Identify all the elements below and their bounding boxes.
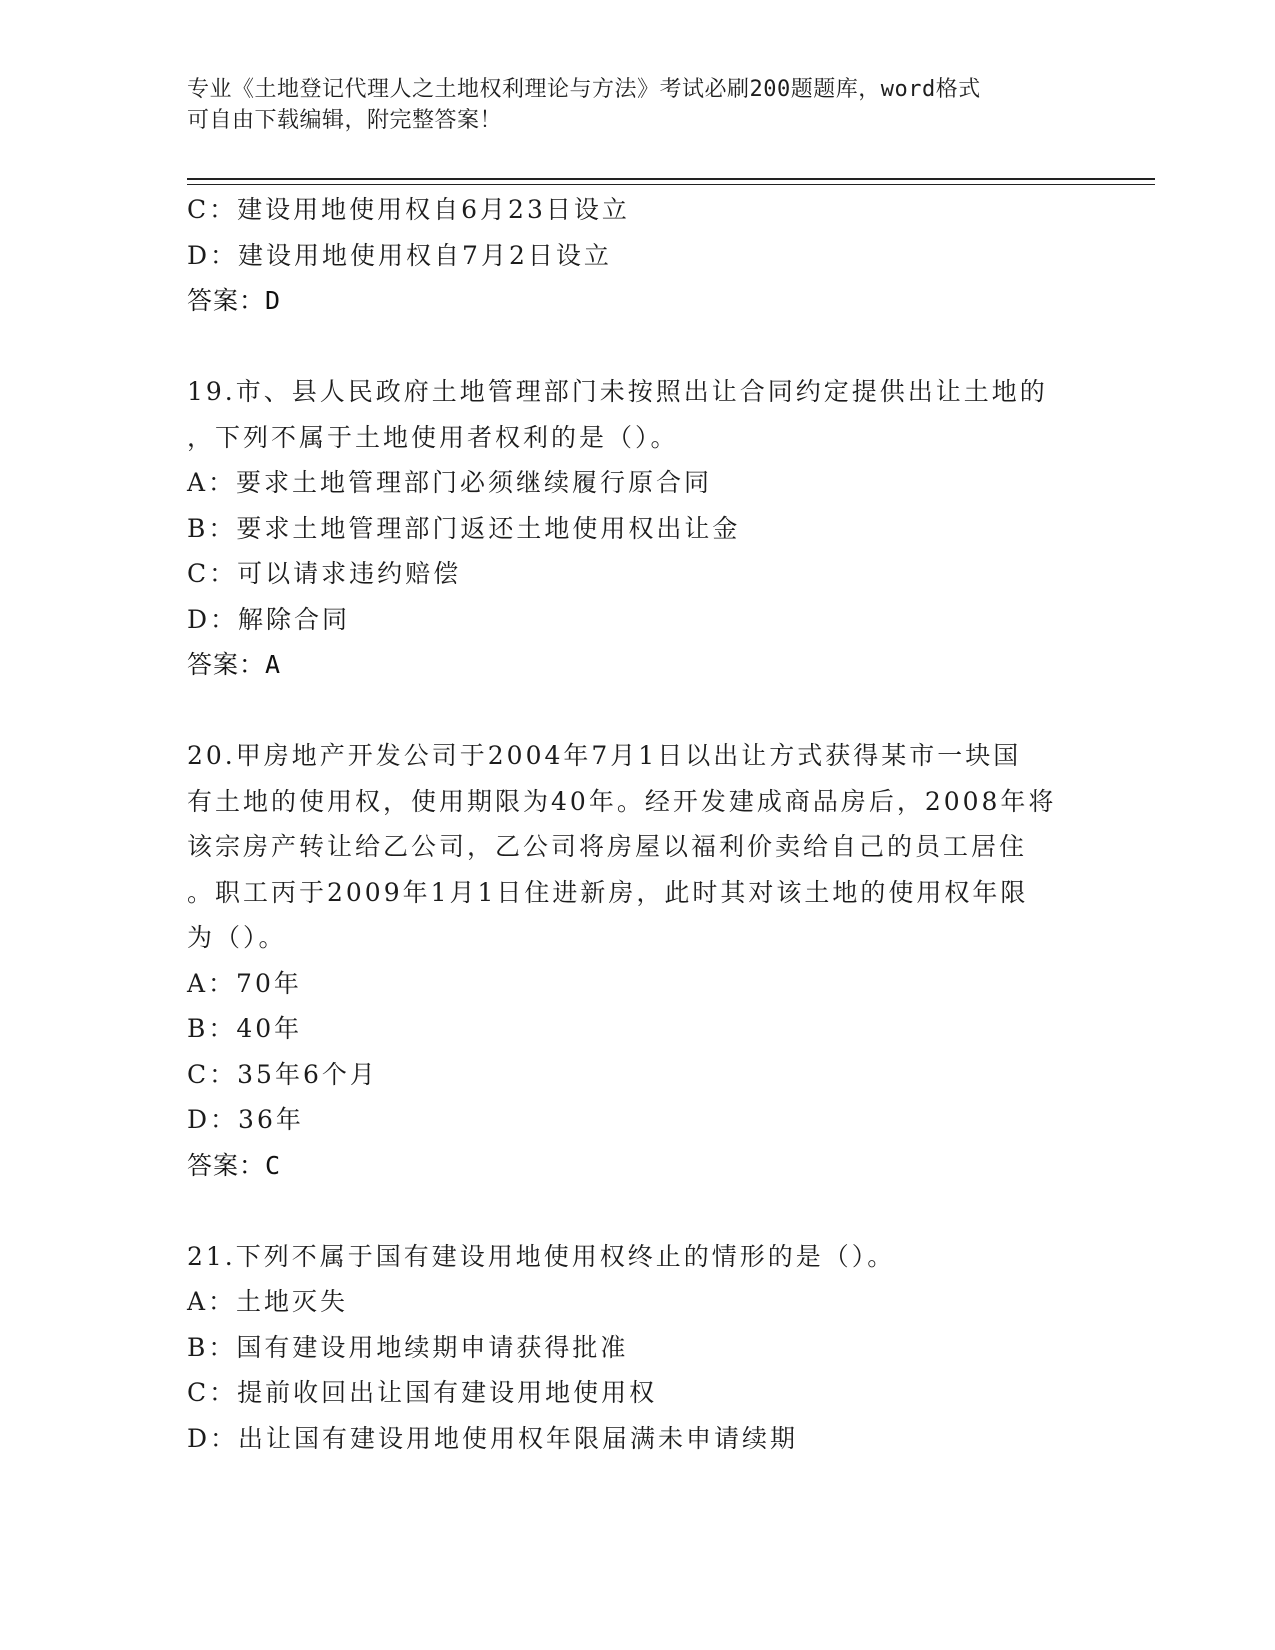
question-stem-line: 有土地的使用权，使用期限为40年。经开发建成商品房后，2008年将 <box>187 786 1057 816</box>
header-title-line-1: 专业《土地登记代理人之土地权利理论与方法》考试必刷200题题库，word格式 <box>187 77 981 102</box>
header-divider-thin <box>187 184 1155 185</box>
option-c: C：建设用地使用权自6月23日设立 <box>187 195 630 224</box>
option-a: A：要求土地管理部门必须继续履行原合同 <box>187 468 713 497</box>
question-stem-line: 21.下列不属于国有建设用地使用权终止的情形的是（）。 <box>187 1241 896 1271</box>
option-d: D：36年 <box>187 1105 304 1134</box>
question-content <box>187 187 1107 1461</box>
document-header <box>187 74 1087 136</box>
question-stem-line: 该宗房产转让给乙公司，乙公司将房屋以福利价卖给自己的员工居住 <box>187 832 1028 861</box>
question-stem-line: ，下列不属于土地使用者权利的是（）。 <box>187 422 679 452</box>
question-18-continuation <box>187 187 1107 324</box>
option-d: D：出让国有建设用地使用权年限届满未申请续期 <box>187 1423 799 1453</box>
spacer <box>187 688 1107 734</box>
option-a: A：70年 <box>187 968 302 998</box>
spacer <box>187 1188 1107 1234</box>
question-21 <box>187 1234 1107 1462</box>
option-a: A：土地灭失 <box>187 1287 349 1316</box>
question-19 <box>187 369 1107 688</box>
header-divider-thick <box>187 178 1155 180</box>
answer-line: 答案：C <box>187 1150 282 1180</box>
option-d: D：建设用地使用权自7月2日设立 <box>187 240 612 270</box>
answer-line: 答案：A <box>187 650 282 679</box>
question-20 <box>187 733 1107 1188</box>
question-stem-line: 为（）。 <box>187 923 287 952</box>
option-c: C：35年6个月 <box>187 1059 378 1089</box>
option-b: B：国有建设用地续期申请获得批准 <box>187 1332 629 1362</box>
question-stem-line: 19.市、县人民政府土地管理部门未按照出让合同约定提供出让土地的 <box>187 377 1048 406</box>
answer-line: 答案：D <box>187 286 282 315</box>
option-b: B：要求土地管理部门返还土地使用权出让金 <box>187 513 741 543</box>
spacer <box>187 324 1107 370</box>
question-stem-line: 20.甲房地产开发公司于2004年7月1日以出让方式获得某市一块国 <box>187 741 1022 770</box>
option-d: D：解除合同 <box>187 604 351 634</box>
option-c: C：可以请求违约赔偿 <box>187 559 462 588</box>
option-c: C：提前收回出让国有建设用地使用权 <box>187 1378 658 1407</box>
header-title-line-2: 可自由下载编辑，附完整答案！ <box>187 108 503 133</box>
question-stem-line: 。职工丙于2009年1月1日住进新房，此时其对该土地的使用权年限 <box>187 877 1029 907</box>
option-b: B：40年 <box>187 1014 303 1043</box>
